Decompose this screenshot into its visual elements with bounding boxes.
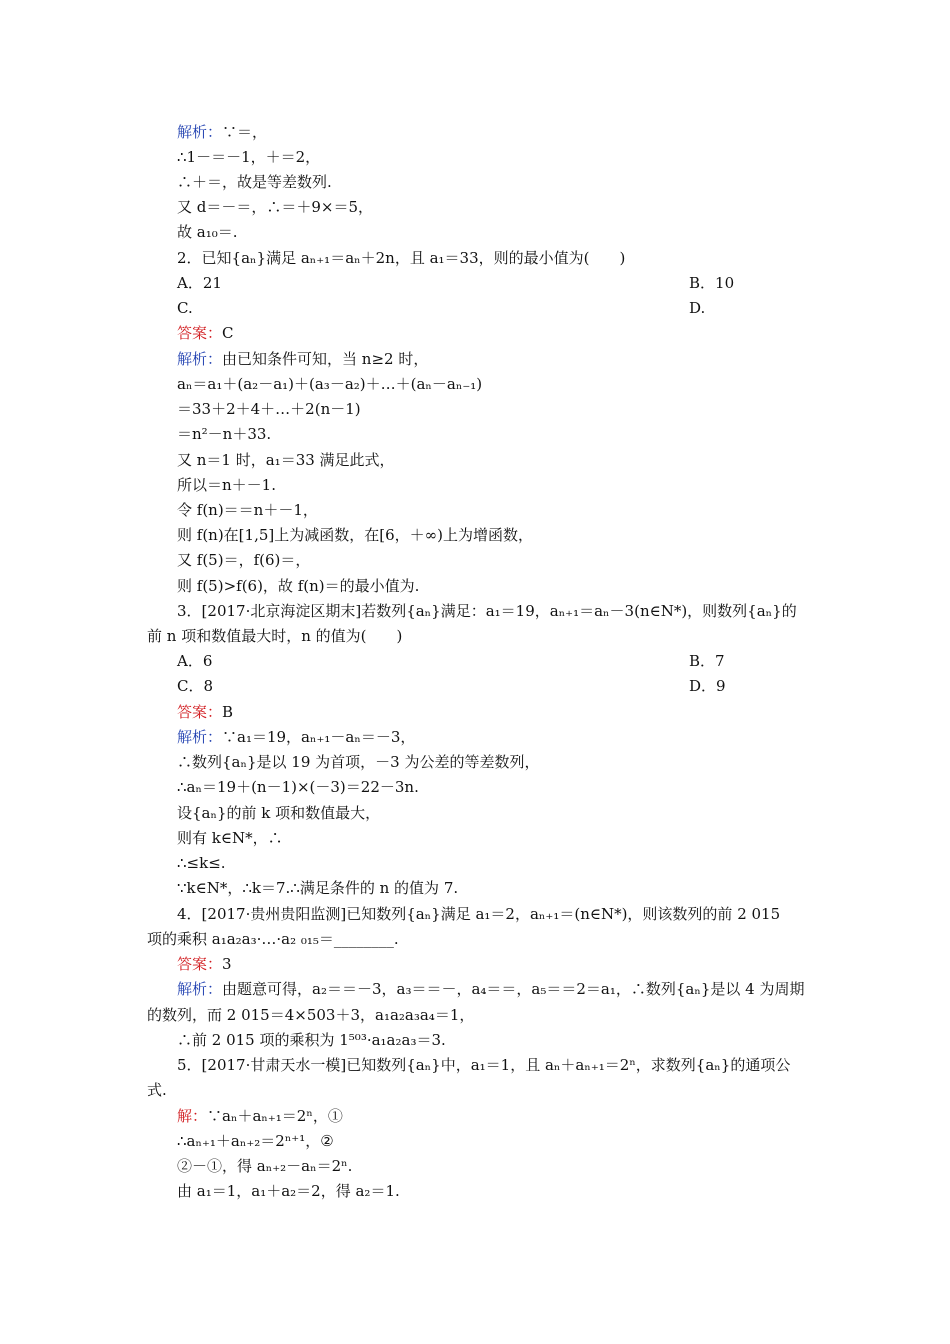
line: 由 a₁＝1，a₁＋a₂＝2，得 a₂＝1.: [177, 1182, 400, 1200]
options-line: [177, 273, 877, 293]
line-text: 由已知条件可知，当 n≥2 时，: [222, 350, 429, 368]
answer-text: 3: [222, 955, 232, 973]
line: 又 f(5)＝，f(6)＝，: [177, 551, 311, 569]
option-d: D.: [689, 299, 706, 317]
option-b: B．7: [689, 652, 725, 670]
line: ∴数列{aₙ}是以 19 为首项，－3 为公差的等差数列，: [177, 753, 540, 771]
line: ∴aₙ＝19＋(n－1)×(－3)＝22－3n.: [177, 778, 419, 796]
line: aₙ＝a₁＋(a₂－a₁)＋(a₃－a₂)＋…＋(aₙ－aₙ₋₁): [177, 375, 483, 393]
answer-label: 答案：: [177, 324, 223, 342]
solution-label: 解：: [177, 1107, 208, 1125]
line: 的数列，而 2 015＝4×503＋3，a₁a₂a₃a₄＝1，: [147, 1006, 475, 1024]
line: ②－①，得 aₙ₊₂－aₙ＝2ⁿ.: [177, 1157, 353, 1175]
option-c: C.: [177, 299, 193, 317]
line: ∴aₙ₊₁＋aₙ₊₂＝2ⁿ⁺¹，②: [177, 1132, 334, 1150]
line: ＝33＋2＋4＋…＋2(n－1): [177, 400, 361, 418]
question-line: 式.: [147, 1081, 167, 1099]
option-b: B．10: [689, 274, 735, 292]
line: [177, 979, 805, 999]
line-text: ∵aₙ＋aₙ₊₁＝2ⁿ，①: [207, 1107, 343, 1125]
option-a: A．21: [177, 274, 222, 292]
answer-line: [177, 702, 233, 722]
answer-label: 答案：: [177, 955, 223, 973]
options-line: [177, 676, 877, 696]
question-line: 项的乘积 a₁a₂a₃·…·a₂ ₀₁₅＝________.: [147, 930, 399, 948]
question-line: 3．[2017·北京海淀区期末]若数列{aₙ}满足：a₁＝19，aₙ₊₁＝aₙ－3(n∈N*)，则数列{aₙ}的: [177, 602, 797, 620]
option-c: C．8: [177, 677, 214, 695]
line: [177, 727, 415, 747]
question-line: 4．[2017·贵州贵阳监测]已知数列{aₙ}满足 a₁＝2，aₙ₊₁＝(n∈N*)，则该数列的前 2 015: [177, 905, 781, 923]
option-a: A．6: [177, 652, 213, 670]
line: 又 d＝－＝，∴＝＋9×＝5，: [177, 198, 374, 216]
line: ＝n²－n＋33.: [177, 425, 272, 443]
line: 所以＝n＋－1.: [177, 476, 276, 494]
analysis-label: 解析：: [177, 123, 223, 141]
analysis-label: 解析：: [177, 728, 223, 746]
line: ∴＋＝，故是等差数列.: [177, 173, 332, 191]
line: 令 f(n)＝＝n＋－1，: [177, 501, 318, 519]
answer-label: 答案：: [177, 703, 223, 721]
question-line: 5．[2017·甘肃天水一模]已知数列{aₙ}中，a₁＝1，且 aₙ＋aₙ₊₁＝2ⁿ，求数列{aₙ}的通项公: [177, 1056, 791, 1074]
line: ∴1－＝－1，＋＝2，: [177, 148, 321, 166]
analysis-label: 解析：: [177, 980, 223, 998]
line: 故 a₁₀＝.: [177, 223, 238, 241]
line: ∴前 2 015 项的乘积为 1⁵⁰³·a₁a₂a₃＝3.: [177, 1031, 446, 1049]
line-text: ∵＝，: [222, 123, 268, 141]
line: [177, 349, 428, 369]
line: ∴≤k≤.: [177, 854, 226, 872]
analysis-label: 解析：: [177, 350, 223, 368]
options-line: [177, 651, 877, 671]
option-d: D．9: [689, 677, 726, 695]
line-text: ∵a₁＝19，aₙ₊₁－aₙ＝－3，: [222, 728, 416, 746]
line: 则 f(5)>f(6)，故 f(n)＝的最小值为.: [177, 577, 420, 595]
line-text: 由题意可得，a₂＝＝－3，a₃＝＝－，a₄＝＝，a₅＝＝2＝a₁，∴数列{aₙ}是以 4 为周期: [222, 980, 805, 998]
answer-text: B: [222, 703, 234, 721]
answer-text: C: [222, 324, 234, 342]
question-line: 2．已知{aₙ}满足 aₙ₊₁＝aₙ＋2n，且 a₁＝33，则的最小值为( ): [177, 249, 626, 267]
line: 设{aₙ}的前 k 项和数值最大，: [177, 804, 381, 822]
answer-line: [177, 954, 232, 974]
solution-line: [177, 1106, 343, 1126]
question-line: 前 n 项和数值最大时，n 的值为( ): [147, 627, 403, 645]
line: [177, 122, 267, 142]
line: 又 n＝1 时，a₁＝33 满足此式，: [177, 451, 395, 469]
line: 则 f(n)在[1,5]上为减函数，在[6，＋∞)上为增函数，: [177, 526, 533, 544]
options-line: [177, 298, 877, 318]
answer-line: [177, 323, 234, 343]
line: 则有 k∈N*，∴: [177, 829, 283, 847]
line: ∵k∈N*，∴k＝7.∴满足条件的 n 的值为 7.: [177, 879, 459, 897]
